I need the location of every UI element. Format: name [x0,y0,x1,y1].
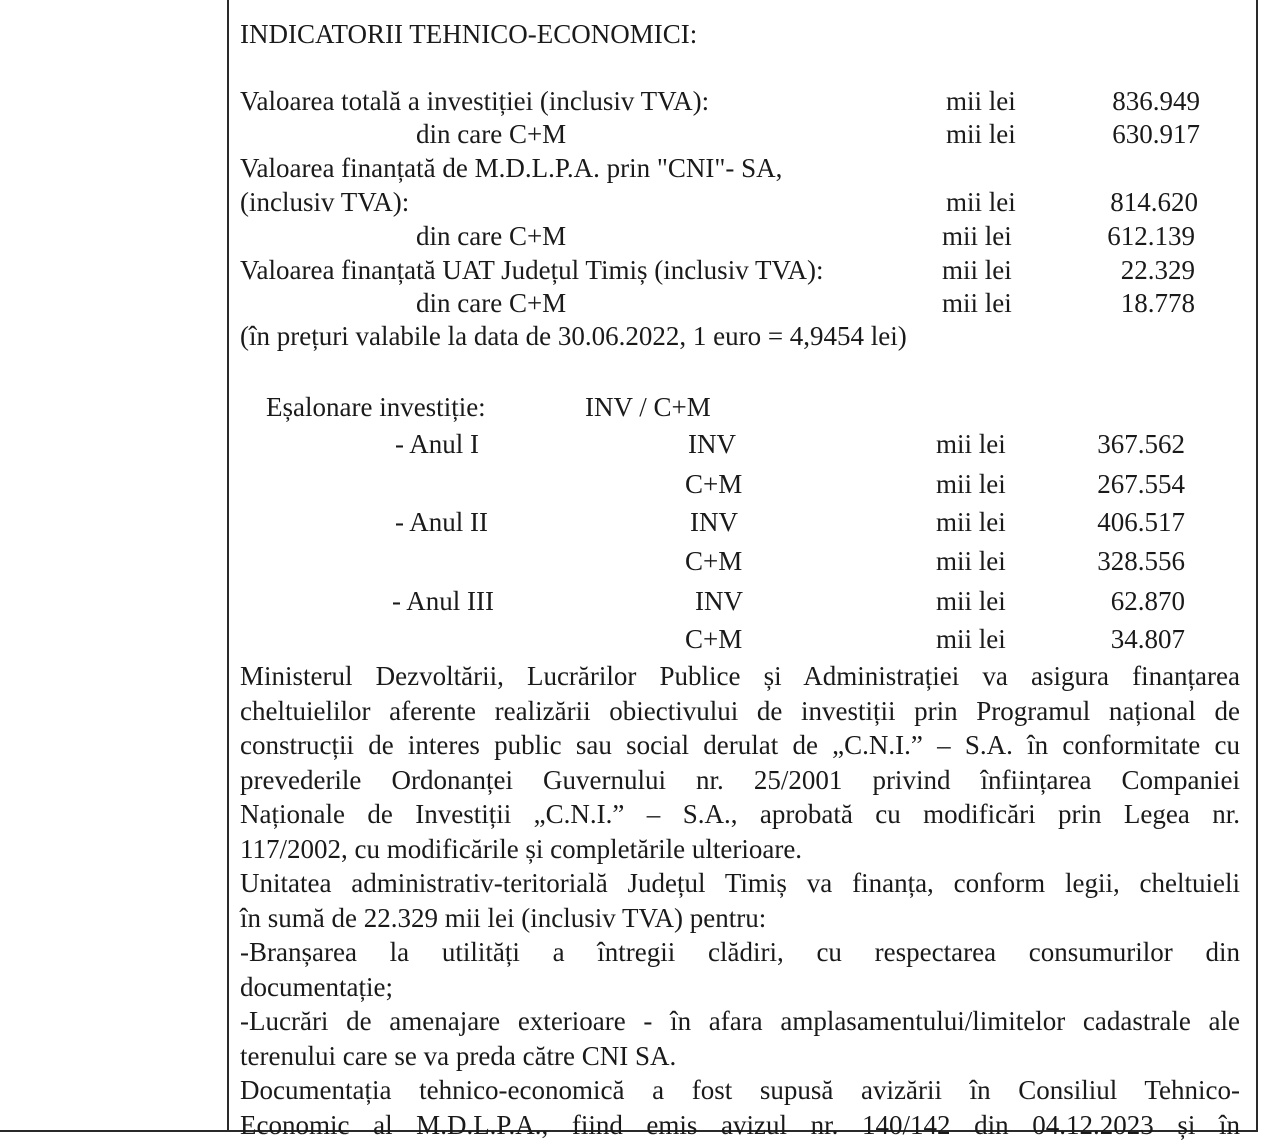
funding-paragraph-ministry [240,659,1240,866]
indicator-label: Valoarea totală a investiției (inclusiv TVA): [240,86,710,116]
indicator-unit: mii lei [942,288,1012,318]
paragraph-line: construcții de interes public sau social derulat de „C.N.I.” – S.A. în conformitate cu [240,730,1240,760]
paragraph-line: -Lucrări de amenajare exterioare - în afara amplasamentului/limitelor cadastrale ale [240,1006,1240,1036]
list-item [240,935,1240,1004]
paragraph-line: -Branșarea la utilități a întregii clădiri, cu respectarea consumurilor din [240,937,1240,967]
schedule-value: 62.870 [1110,586,1185,616]
schedule-value: 406.517 [1097,507,1185,537]
schedule-type: INV [690,507,738,537]
schedule-year: - Anul II [395,507,488,537]
indicator-value: 612.139 [1107,221,1195,251]
schedule-year: - Anul I [395,429,479,459]
paragraph-line: Ministerul Dezvoltării, Lucrărilor Publice și Administrației va asigura finanțarea [240,661,1240,691]
indicator-value: 836.949 [1112,86,1200,116]
schedule-unit: mii lei [936,429,1006,459]
schedule-unit: mii lei [936,586,1006,616]
schedule-unit: mii lei [936,624,1006,654]
paragraph-line: documentație; [240,971,393,1002]
paragraph-line: cheltuielilor aferente realizării obiectivului de investiții prin Programul național de [240,695,1240,726]
paragraph-line: Documentația tehnico-economică a fost supusă avizării în Consiliul Tehnico- [240,1075,1240,1105]
indicator-unit: mii lei [946,119,1016,149]
schedule-type: INV [695,586,743,616]
price-note: (în prețuri valabile la data de 30.06.2022, 1 euro = 4,9454 lei) [240,321,907,351]
schedule-unit: mii lei [936,469,1006,499]
indicator-label: din care C+M [416,288,567,318]
schedule-type: C+M [685,624,743,654]
indicator-value: 22.329 [1120,255,1195,285]
schedule-columns-label: INV / C+M [585,392,711,422]
indicator-label: din care C+M [416,221,567,251]
schedule-title: Eșalonare investiție: [266,392,486,422]
approval-paragraph [240,1073,1240,1142]
indicator-value: 18.778 [1120,288,1195,318]
indicator-value: 814.620 [1110,187,1198,217]
paragraph-line: 117/2002, cu modificările și completările ulterioare. [240,833,803,864]
paragraph-line: prevederile Ordonanței Guvernului nr. 25/2001 privind înființarea Companiei [240,764,1240,795]
paragraph-line: Naționale de Investiții „C.N.I.” – S.A., aprobată cu modificări prin Legea nr. [240,799,1240,829]
funding-paragraph-uat [240,866,1240,935]
indicator-label: (inclusiv TVA): [240,187,410,217]
schedule-unit: mii lei [936,507,1006,537]
indicator-label: din care C+M [416,119,567,149]
schedule-value: 267.554 [1097,469,1185,499]
schedule-year: - Anul III [392,586,494,616]
indicator-unit: mii lei [942,221,1012,251]
schedule-type: C+M [685,469,743,499]
indicator-unit: mii lei [942,255,1012,285]
paragraph-line: Economic al M.D.L.P.A., fiind emis avizul nr. 140/142 din 04.12.2023 și în [240,1109,1240,1140]
paragraph-line: terenului care se va preda către CNI SA. [240,1040,677,1071]
schedule-value: 328.556 [1097,546,1185,576]
section-heading: INDICATORII TEHNICO-ECONOMICI: [240,19,698,49]
indicator-value: 630.917 [1112,119,1200,149]
table-left-border [227,0,229,1132]
paragraph-line: Unitatea administrativ-teritorială Județul Timiș va finanța, conform legii, cheltuieli [240,868,1240,898]
schedule-value: 367.562 [1097,429,1185,459]
paragraph-line: în sumă de 22.329 mii lei (inclusiv TVA) pentru: [240,902,767,933]
indicator-unit: mii lei [946,86,1016,116]
schedule-value: 34.807 [1110,624,1185,654]
indicator-unit: mii lei [946,187,1016,217]
schedule-type: INV [688,429,736,459]
schedule-type: C+M [685,546,743,576]
list-item [240,1004,1240,1073]
table-right-border [1256,0,1258,1132]
schedule-unit: mii lei [936,546,1006,576]
indicator-label: Valoarea finanțată UAT Județul Timiș (inclusiv TVA): [240,255,824,285]
indicator-label: Valoarea finanțată de M.D.L.P.A. prin "CNI"- SA, [240,153,783,183]
